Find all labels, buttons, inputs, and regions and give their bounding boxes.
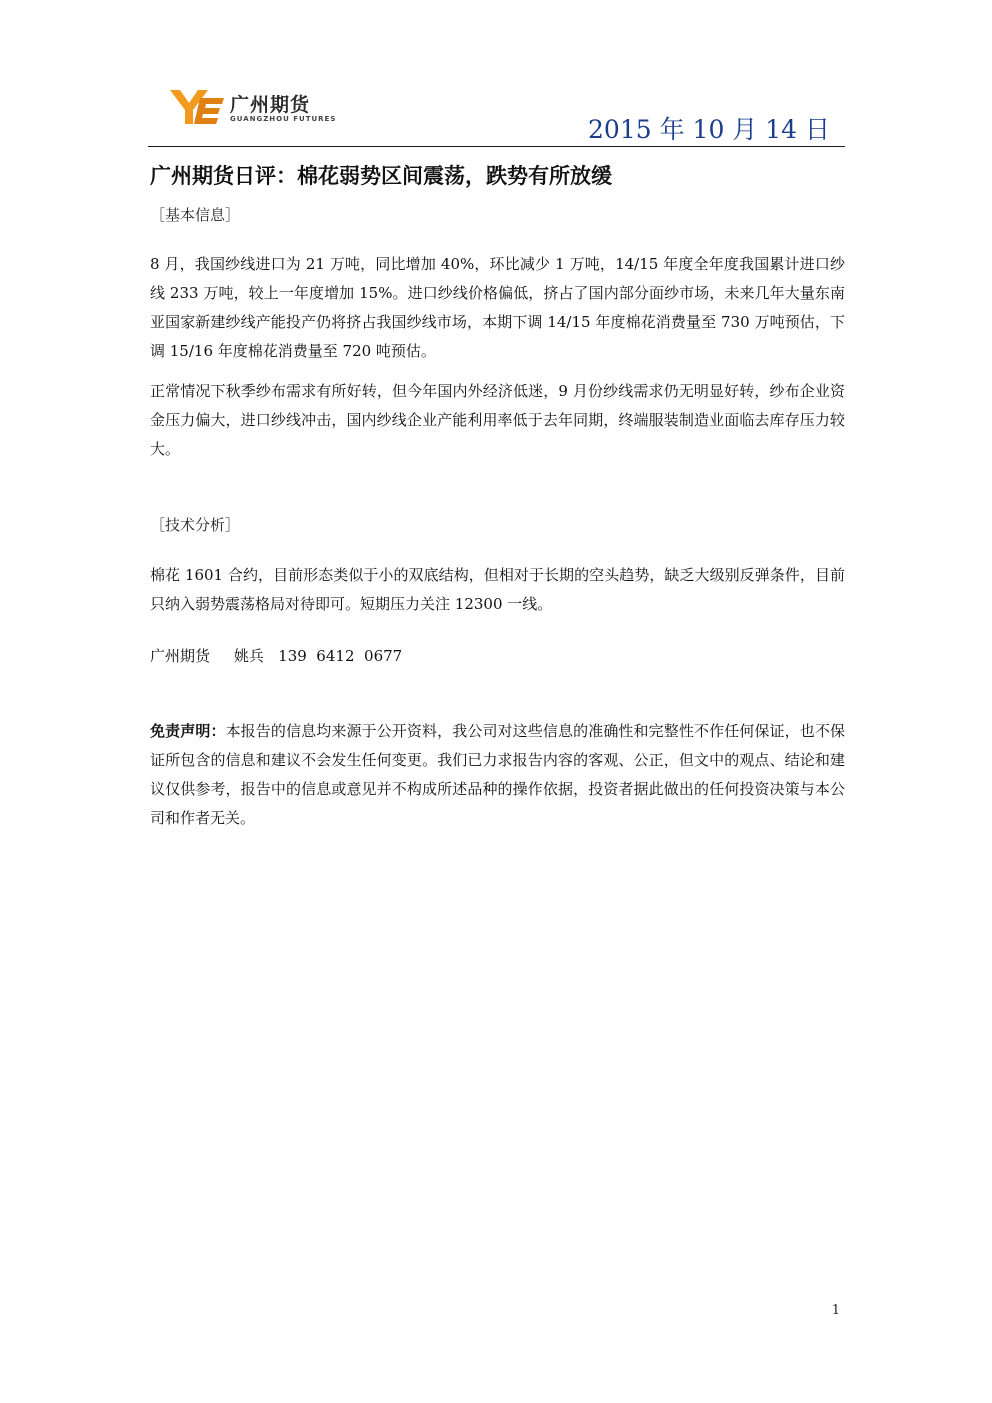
logo-chinese-name: 广州期货 <box>230 94 311 116</box>
technical-analysis-label: ［技术分析］ <box>150 516 241 534</box>
disclaimer-block <box>150 717 845 833</box>
disclaimer-text: 本报告的信息均来源于公开资料，我公司对这些信息的准确性和完整性不作任何保证，也不保证所包含的信息和建议不会发生任何变更。我们已力求报告内容的客观、公正，但文中的观点、结论和建议仅供参考，报告中的信息或意见并不构成所述品种的操作依据，投资者据此做出的任何投资决策与本公司和作者无关。 <box>150 722 845 827</box>
page-number: 1 <box>831 1303 840 1318</box>
analyst-contact: 广州期货 姚兵 139 6412 0677 <box>150 647 403 665</box>
disclaimer-label: 免责声明： <box>150 722 226 740</box>
logo-english-name: GUANGZHOU FUTURES <box>230 115 337 123</box>
logo-mark-icon <box>170 86 226 128</box>
header-divider <box>148 146 845 147</box>
company-logo <box>170 86 340 130</box>
report-date: 2015 年 10 月 14 日 <box>588 115 830 144</box>
basic-info-paragraph-2: 正常情况下秋季纱布需求有所好转，但今年国内外经济低迷，9 月份纱线需求仍无明显好转，纱布企业资金压力偏大，进口纱线冲击，国内纱线企业产能利用率低于去年同期，终端服装制造业面临去库存压力较大。 <box>150 382 845 458</box>
report-title: 广州期货日评：棉花弱势区间震荡，跌势有所放缓 <box>150 164 612 188</box>
basic-info-label: ［基本信息］ <box>150 206 241 224</box>
technical-analysis-paragraph: 棉花 1601 合约，目前形态类似于小的双底结构，但相对于长期的空头趋势，缺乏大级别反弹条件，目前只纳入弱势震荡格局对待即可。短期压力关注 12300 一线。 <box>150 566 845 613</box>
basic-info-paragraph-1: 8 月，我国纱线进口为 21 万吨，同比增加 40%，环比减少 1 万吨，14/15 年度全年度我国累计进口纱线 233 万吨，较上一年度增加 15%。进口纱线价格偏低，挤占了国内部分面纱市场，未来几年大量东南亚国家新建纱线产能投产仍将挤占我国纱线市场，本期下调 14/15 年度棉花消费量至 730 万吨预估，下调 15/16 年度棉花消费量至 720 吨预估。 <box>150 255 845 360</box>
